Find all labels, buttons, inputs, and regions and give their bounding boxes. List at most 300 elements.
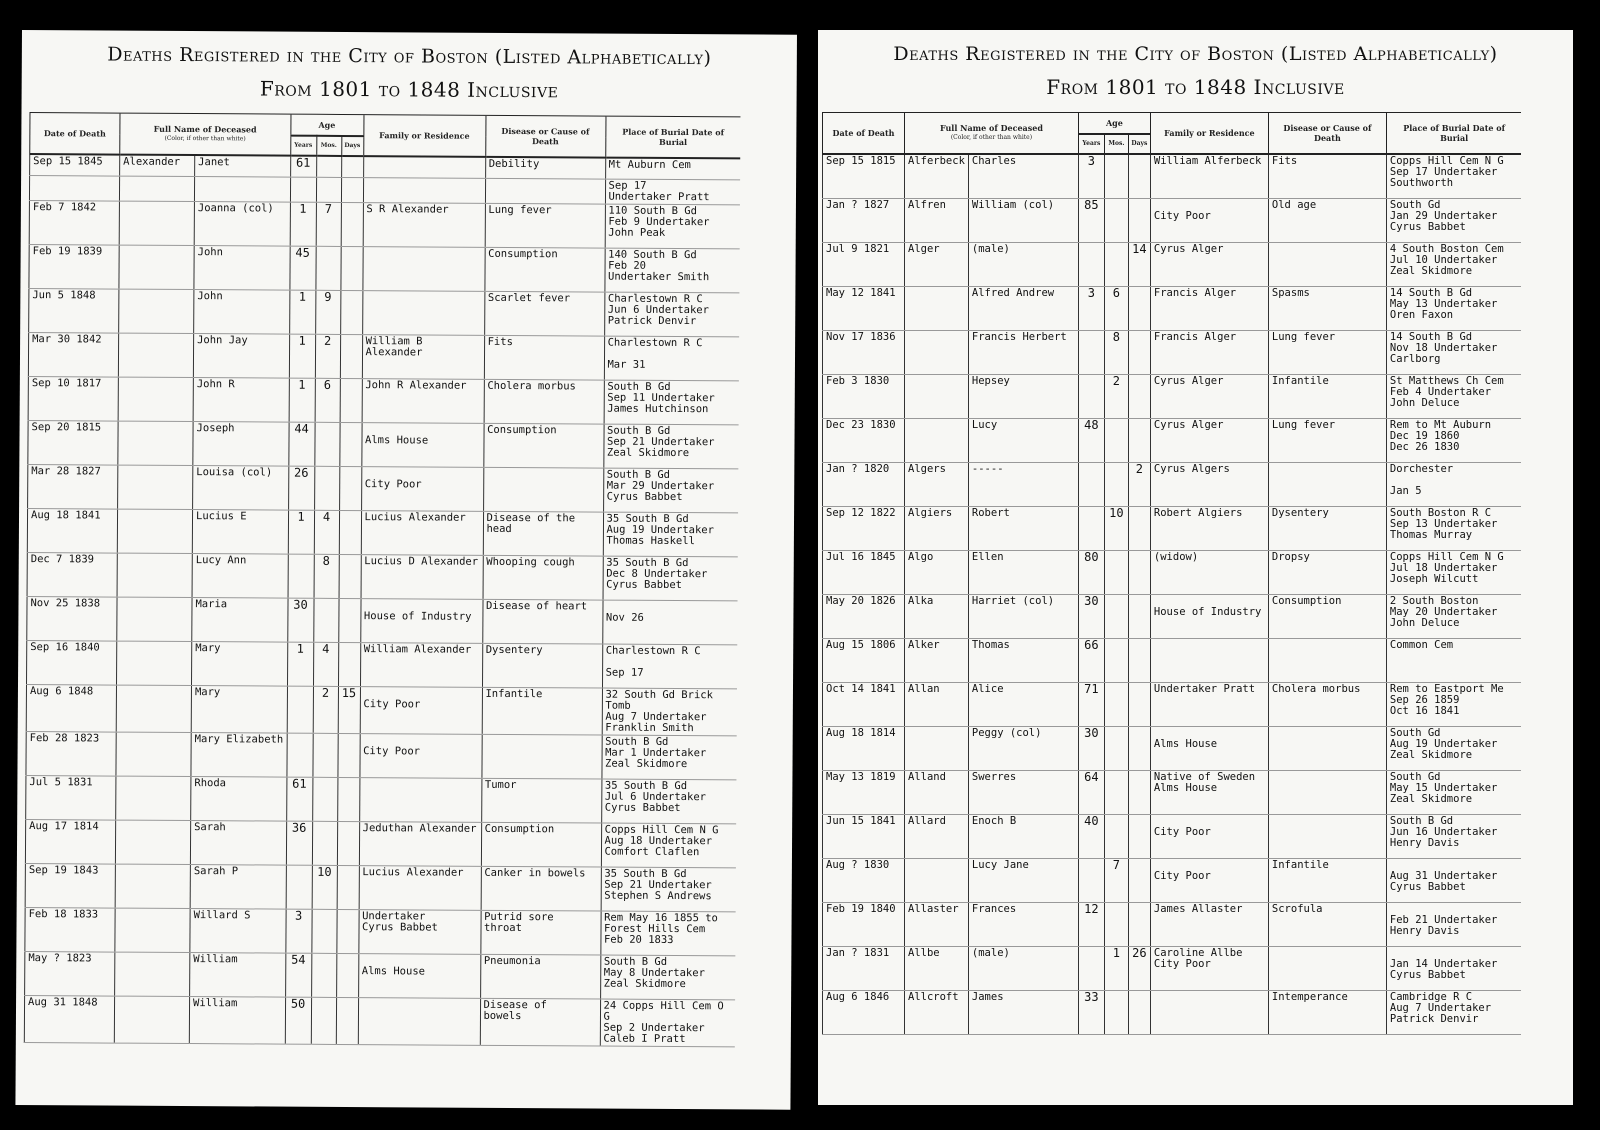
register-entry-row [28, 465, 739, 513]
cause-of-death-cell [1268, 727, 1386, 771]
cause-of-death-cell [1268, 947, 1386, 991]
age-months-cell [1104, 551, 1128, 595]
cause-of-death-cell: Old age [1268, 199, 1386, 243]
burial-cell: Aug 31 Undertaker Cyrus Babbet [1386, 859, 1521, 903]
death-register-table [24, 112, 741, 1047]
register-entry-row [25, 908, 736, 956]
date-cell: May 12 1841 [823, 287, 905, 331]
date-cell: May ? 1823 [25, 952, 115, 997]
surname-cell: Allan [905, 683, 969, 727]
family-residence-cell: William Alferbeck [1150, 154, 1268, 199]
family-residence-cell: Robert Algiers [1150, 507, 1268, 551]
surname-cell [115, 952, 190, 996]
burial-cell: 110 South B Gd Feb 9 Undertaker John Peak [605, 204, 740, 249]
cause-of-death-cell: Infantile [1268, 375, 1386, 419]
age-days-cell [338, 598, 360, 642]
age-years-cell: 30 [287, 598, 313, 642]
surname-cell: Allard [905, 815, 969, 859]
surname-cell [116, 732, 191, 776]
burial-cell: Nov 26 [602, 600, 737, 645]
date-cell: Sep 19 1843 [25, 864, 115, 909]
given-name-cell: Sarah [190, 821, 286, 866]
given-name-cell: Frances [968, 903, 1078, 947]
surname-cell [117, 641, 192, 685]
age-months-cell [1104, 727, 1128, 771]
given-name-cell: Robert [968, 507, 1078, 551]
age-months-cell [316, 156, 341, 178]
family-residence-cell: House of Industry [360, 599, 482, 644]
surname-cell [115, 908, 190, 952]
burial-cell: Dorchester Jan 5 [1386, 463, 1521, 507]
age-years-cell: 3 [285, 909, 311, 953]
age-days-cell [1128, 683, 1150, 727]
cause-of-death-cell: Lung fever [1268, 419, 1386, 463]
register-entry-row [28, 377, 739, 425]
age-days-cell [338, 642, 360, 686]
family-residence-cell: Cyrus Alger [1150, 375, 1268, 419]
age-days-cell [339, 466, 361, 510]
given-name-cell: Janet [195, 155, 291, 177]
age-days-cell [1128, 287, 1150, 331]
age-days-cell [337, 777, 359, 821]
register-entry-row [28, 333, 739, 381]
burial-cell: 35 South B Gd Jul 6 Undertaker Cyrus Babbet [601, 779, 736, 824]
given-name-cell: Harriet (col) [968, 595, 1078, 639]
age-months-cell: 1 [1104, 947, 1128, 991]
family-residence-cell: James Allaster [1150, 903, 1268, 947]
burial-cell: Charlestown R C Jun 6 Undertaker Patrick Denvir [604, 292, 739, 337]
family-residence-cell: Francis Alger [1150, 331, 1268, 375]
burial-cell: 2 South Boston May 20 Undertaker John Deluce [1386, 595, 1521, 639]
age-months-cell [314, 422, 339, 466]
cause-of-death-cell: Dropsy [1268, 551, 1386, 595]
cause-of-death-cell [483, 467, 603, 512]
given-name-cell: William (col) [968, 199, 1078, 243]
burial-cell: Copps Hill Cem N G Jul 18 Undertaker Joseph Wilcutt [1386, 551, 1521, 595]
given-name-cell: Charles [968, 154, 1078, 199]
age-months-cell [1104, 991, 1128, 1035]
date-cell: Jul 5 1831 [26, 776, 116, 821]
burial-cell: Rem to Mt Auburn Dec 19 1860 Dec 26 1830 [1386, 419, 1521, 463]
surname-cell: Alger [905, 243, 969, 287]
burial-cell: Cambridge R C Aug 7 Undertaker Patrick Denvir [1386, 991, 1521, 1035]
given-name-cell: Alice [968, 683, 1078, 727]
cause-of-death-cell: Lung fever [1268, 331, 1386, 375]
age-years-cell: 1 [289, 378, 315, 422]
burial-cell: South Gd Aug 19 Undertaker Zeal Skidmore [1386, 727, 1521, 771]
page-title: Deaths Registered in the City of Boston (Listed Alphabetically) [107, 43, 712, 70]
age-years-cell: 33 [1078, 991, 1104, 1035]
surname-cell: Alfren [905, 199, 969, 243]
family-residence-cell: Caroline Allbe City Poor [1150, 947, 1268, 991]
surname-cell [114, 996, 189, 1043]
burial-cell: 24 Copps Hill Cem O G Sep 2 Undertaker Caleb I Pratt [600, 999, 735, 1047]
register-entry-row [27, 553, 738, 601]
family-residence-cell: Cyrus Alger [1150, 243, 1268, 287]
date-cell: Feb 28 1823 [26, 732, 116, 777]
date-cell: Aug 31 1848 [24, 996, 114, 1044]
cause-of-death-cell: Consumption [484, 247, 604, 292]
date-cell: Mar 28 1827 [28, 465, 118, 510]
age-years-cell [286, 865, 312, 909]
age-days-cell [1128, 639, 1150, 683]
date-cell: Sep 15 1815 [823, 154, 905, 199]
age-days-cell [1128, 551, 1150, 595]
surname-cell [905, 419, 969, 463]
register-entry-row [823, 375, 1522, 419]
register-entry-row [27, 509, 738, 557]
surname-cell [118, 377, 193, 421]
age-years-cell: 1 [288, 510, 314, 554]
cause-of-death-cell [1268, 639, 1386, 683]
burial-cell: 4 South Boston Cem Jul 10 Undertaker Zeal Skidmore [1386, 243, 1521, 287]
age-months-cell [1104, 595, 1128, 639]
cause-of-death-cell: Spasms [1268, 287, 1386, 331]
register-entry-row [823, 683, 1522, 727]
register-entry-row [25, 952, 736, 1000]
cause-of-death-cell: Consumption [1268, 595, 1386, 639]
family-residence-cell: City Poor [361, 467, 483, 512]
age-days-cell: 26 [1128, 947, 1150, 991]
age-years-cell: 44 [288, 422, 314, 466]
age-days-cell [336, 909, 358, 953]
register-entry-row [823, 287, 1522, 331]
header-disease: Disease or Cause of Death [1268, 113, 1386, 155]
burial-cell: 32 South Gd Brick Tomb Aug 7 Undertaker Franklin Smith [602, 688, 737, 736]
age-months-cell: 7 [316, 202, 341, 246]
age-months-cell: 10 [1104, 507, 1128, 551]
burial-cell: South B Gd Jun 16 Undertaker Henry Davis [1386, 815, 1521, 859]
burial-cell: 140 South B Gd Feb 20 Undertaker Smith [604, 248, 739, 293]
date-cell: Sep 15 1845 [30, 154, 120, 176]
date-cell: Sep 10 1817 [28, 377, 118, 422]
burial-cell: Jan 14 Undertaker Cyrus Babbet [1386, 947, 1521, 991]
given-name-cell: Willard S [190, 909, 286, 954]
surname-cell: Alland [905, 771, 969, 815]
family-residence-cell: S R Alexander [363, 203, 485, 248]
register-entry-row [26, 776, 737, 824]
burial-cell: St Matthews Ch Cem Feb 4 Undertaker John Deluce [1386, 375, 1521, 419]
register-entry-row [823, 639, 1522, 683]
register-entry-row [823, 595, 1522, 639]
cause-of-death-cell: Infantile [482, 687, 602, 735]
cause-of-death-cell: Cholera morbus [484, 379, 604, 424]
surname-cell [117, 553, 192, 597]
age-days-cell [1128, 419, 1150, 463]
family-residence-cell: City Poor [1150, 815, 1268, 859]
surname-cell [905, 727, 969, 771]
given-name-cell [194, 177, 290, 203]
register-entry-row [823, 771, 1522, 815]
cause-of-death-cell: Consumption [481, 822, 601, 867]
family-residence-cell [362, 247, 484, 292]
surname-cell: Allbe [905, 947, 969, 991]
age-days-cell [1128, 771, 1150, 815]
cause-of-death-cell: Infantile [1268, 859, 1386, 903]
cause-of-death-cell: Cholera morbus [1268, 683, 1386, 727]
given-name-cell: John [194, 246, 290, 291]
burial-cell: Rem to Eastport Me Sep 26 1859 Oct 16 1841 [1386, 683, 1521, 727]
age-months-cell [312, 733, 337, 777]
age-months-cell [313, 598, 338, 642]
age-months-cell [312, 777, 337, 821]
family-residence-cell: Lucius D Alexander [361, 555, 483, 600]
cause-of-death-cell: Putrid sore throat [480, 910, 600, 955]
register-entry-row [823, 154, 1522, 199]
family-residence-cell [362, 291, 484, 336]
age-days-cell [1128, 507, 1150, 551]
surname-cell [115, 820, 190, 864]
family-residence-cell [358, 998, 480, 1046]
surname-cell: Allcroft [905, 991, 969, 1035]
family-residence-cell: William B Alexander [362, 335, 484, 380]
cause-of-death-cell: Scrofula [1268, 903, 1386, 947]
given-name-cell: (male) [968, 243, 1078, 287]
surname-cell: Algo [905, 551, 969, 595]
header-family: Family or Residence [363, 115, 485, 157]
surname-cell: Alka [905, 595, 969, 639]
family-residence-cell: John R Alexander [362, 379, 484, 424]
age-days-cell [339, 554, 361, 598]
surname-cell: Allaster [905, 903, 969, 947]
age-years-cell: 40 [1078, 815, 1104, 859]
burial-cell: Common Cem [1386, 639, 1521, 683]
age-days-cell [337, 865, 359, 909]
age-years-cell [286, 733, 312, 777]
family-residence-cell: House of Industry [1150, 595, 1268, 639]
age-days-cell [336, 953, 358, 997]
header-mos: Mos. [316, 136, 341, 156]
age-days-cell: 14 [1128, 243, 1150, 287]
age-days-cell [336, 997, 358, 1044]
family-residence-cell: Alms House [361, 423, 483, 468]
family-residence-cell: Cyrus Algers [1150, 463, 1268, 507]
register-entry-row [823, 727, 1522, 771]
burial-cell: 14 South B Gd Nov 18 Undertaker Carlborg [1386, 331, 1521, 375]
burial-cell: Rem May 16 1855 to Forest Hills Cem Feb 20 1833 [600, 911, 735, 956]
given-name-cell: Peggy (col) [968, 727, 1078, 771]
cause-of-death-cell [481, 734, 601, 779]
family-residence-cell [363, 156, 485, 178]
date-cell: Dec 7 1839 [27, 553, 117, 598]
register-entry-row [823, 419, 1522, 463]
cause-of-death-cell: Tumor [481, 778, 601, 823]
age-days-cell [341, 156, 363, 178]
given-name-cell: Maria [192, 598, 288, 643]
given-name-cell: William [189, 997, 285, 1045]
register-page-right [818, 30, 1573, 1105]
given-name-cell: Ellen [968, 551, 1078, 595]
cause-of-death-cell [1268, 463, 1386, 507]
surname-cell: Algiers [905, 507, 969, 551]
date-cell: Jan ? 1827 [823, 199, 905, 243]
age-months-cell [1104, 419, 1128, 463]
age-days-cell [1128, 859, 1150, 903]
register-entry-row [823, 859, 1522, 903]
age-years-cell [290, 177, 316, 202]
age-days-cell [1128, 199, 1150, 243]
burial-cell: 35 South B Gd Aug 19 Undertaker Thomas Haskell [603, 512, 738, 557]
age-years-cell: 64 [1078, 771, 1104, 815]
cause-of-death-cell: Pneumonia [480, 954, 600, 999]
age-days-cell [341, 177, 363, 202]
header-age: Age [1078, 113, 1150, 135]
burial-cell: South Gd May 15 Undertaker Zeal Skidmore [1386, 771, 1521, 815]
date-cell: Aug 6 1846 [823, 991, 905, 1035]
burial-cell: South Boston R C Sep 13 Undertaker Thomas Murray [1386, 507, 1521, 551]
family-residence-cell [363, 178, 485, 204]
given-name-cell: Lucy [968, 419, 1078, 463]
age-years-cell: 30 [1078, 595, 1104, 639]
given-name-cell: Louisa (col) [193, 466, 289, 511]
header-date: Date of Death [823, 113, 905, 155]
age-years-cell [1078, 331, 1104, 375]
age-months-cell: 2 [313, 686, 338, 733]
date-cell: Jan ? 1820 [823, 463, 905, 507]
cause-of-death-cell: Disease of the head [483, 511, 603, 556]
family-residence-cell: Lucius Alexander [361, 511, 483, 556]
header-days: Days [1128, 134, 1150, 154]
age-months-cell [1104, 463, 1128, 507]
family-residence-cell [1150, 991, 1268, 1035]
death-register-table [822, 112, 1521, 1035]
cause-of-death-cell: Lung fever [485, 203, 605, 248]
age-months-cell [312, 821, 337, 865]
family-residence-cell: Francis Alger [1150, 287, 1268, 331]
header-age: Age [290, 114, 363, 136]
date-cell: Oct 14 1841 [823, 683, 905, 727]
given-name-cell: Lucius E [192, 510, 288, 555]
age-years-cell: 30 [1078, 727, 1104, 771]
age-years-cell: 3 [1078, 287, 1104, 331]
burial-cell: South B Gd Sep 11 Undertaker James Hutchinson [604, 380, 739, 425]
date-cell: Jan ? 1831 [823, 947, 905, 991]
age-days-cell [1128, 991, 1150, 1035]
register-entry-row [823, 815, 1522, 859]
date-cell: Aug 17 1814 [25, 820, 115, 865]
date-cell: Sep 20 1815 [28, 421, 118, 466]
surname-cell [119, 245, 194, 289]
age-months-cell [316, 177, 341, 202]
cause-of-death-cell [1268, 771, 1386, 815]
family-residence-cell: Native of Sweden Alms House [1150, 771, 1268, 815]
date-cell: Nov 17 1836 [823, 331, 905, 375]
burial-cell: Copps Hill Cem N G Sep 17 Undertaker Southworth [1386, 154, 1521, 199]
page-subtitle: From 1801 to 1848 Inclusive [1046, 75, 1345, 99]
surname-cell [905, 859, 969, 903]
age-years-cell [287, 686, 313, 733]
age-years-cell [1078, 463, 1104, 507]
register-entry-row [29, 201, 740, 249]
age-months-cell [311, 909, 336, 953]
burial-cell: South Gd Jan 29 Undertaker Cyrus Babbet [1386, 199, 1521, 243]
age-months-cell: 4 [314, 510, 339, 554]
surname-cell [905, 287, 969, 331]
given-name-cell: Mary [191, 642, 287, 687]
register-entry-row [26, 685, 737, 736]
age-months-cell [314, 466, 339, 510]
surname-cell [115, 864, 190, 908]
given-name-cell: Sarah P [190, 865, 286, 910]
register-entry-row [24, 996, 735, 1047]
surname-cell: Alker [905, 639, 969, 683]
surname-cell [118, 465, 193, 509]
date-cell: Feb 19 1839 [29, 245, 119, 290]
header-disease: Disease or Cause of Death [485, 115, 605, 157]
surname-cell: Alexander [120, 155, 195, 177]
age-months-cell [1104, 639, 1128, 683]
cause-of-death-cell: Consumption [483, 423, 603, 468]
date-cell [29, 176, 119, 202]
burial-cell: South B Gd Mar 1 Undertaker Zeal Skidmore [601, 735, 736, 780]
register-entry-row [823, 331, 1522, 375]
given-name-cell: Rhoda [191, 777, 287, 822]
burial-cell: 35 South B Gd Dec 8 Undertaker Cyrus Babbet [603, 556, 738, 601]
age-days-cell [339, 510, 361, 554]
age-years-cell: 36 [286, 821, 312, 865]
cause-of-death-cell: Whooping cough [483, 555, 603, 600]
header-name: Full Name of Deceased (Color, if other than white) [120, 113, 291, 156]
age-years-cell: 26 [288, 466, 314, 510]
age-months-cell: 4 [313, 642, 338, 686]
given-name-cell: Mary Elizabeth [191, 733, 287, 778]
age-years-cell [1078, 243, 1104, 287]
given-name-cell: Lucy Ann [192, 554, 288, 599]
register-entry-row [823, 991, 1522, 1035]
age-days-cell [1128, 595, 1150, 639]
date-cell: Jul 16 1845 [823, 551, 905, 595]
given-name-cell: Alfred Andrew [968, 287, 1078, 331]
register-entry-row [27, 641, 738, 689]
family-residence-cell: Jeduthan Alexander [359, 822, 481, 867]
header-years: Years [1078, 134, 1104, 154]
cause-of-death-cell: Canker in bowels [481, 866, 601, 911]
date-cell: Jul 9 1821 [823, 243, 905, 287]
age-years-cell: 1 [287, 642, 313, 686]
register-entry-row [823, 903, 1522, 947]
register-entry-row [26, 732, 737, 780]
family-residence-cell: Alms House [1150, 727, 1268, 771]
given-name-cell: John Jay [193, 334, 289, 379]
age-years-cell: 3 [1078, 154, 1104, 199]
age-months-cell [1104, 903, 1128, 947]
date-cell: Jun 5 1848 [29, 289, 119, 334]
header-name: Full Name of Deceased (Color, if other than white) [905, 113, 1079, 155]
age-days-cell [337, 821, 359, 865]
date-cell: May 13 1819 [823, 771, 905, 815]
age-years-cell: 50 [285, 997, 311, 1044]
age-months-cell: 6 [1104, 287, 1128, 331]
age-years-cell: 1 [289, 334, 315, 378]
age-years-cell: 61 [290, 156, 316, 178]
cause-of-death-cell: Dysentery [1268, 507, 1386, 551]
date-cell: Nov 25 1838 [27, 597, 117, 642]
surname-cell [118, 421, 193, 465]
given-name-cell: Joseph [193, 422, 289, 467]
register-entry-row [25, 864, 736, 912]
age-years-cell: 45 [289, 246, 315, 290]
register-entry-row [29, 245, 740, 293]
surname-cell: Algers [905, 463, 969, 507]
cause-of-death-cell [1268, 815, 1386, 859]
date-cell: Aug 18 1841 [27, 509, 117, 554]
age-days-cell [340, 334, 362, 378]
age-months-cell: 8 [1104, 331, 1128, 375]
age-years-cell: 85 [1078, 199, 1104, 243]
cause-of-death-cell: Intemperance [1268, 991, 1386, 1035]
surname-cell [905, 331, 969, 375]
family-residence-cell: Undertaker Cyrus Babbet [358, 910, 480, 955]
